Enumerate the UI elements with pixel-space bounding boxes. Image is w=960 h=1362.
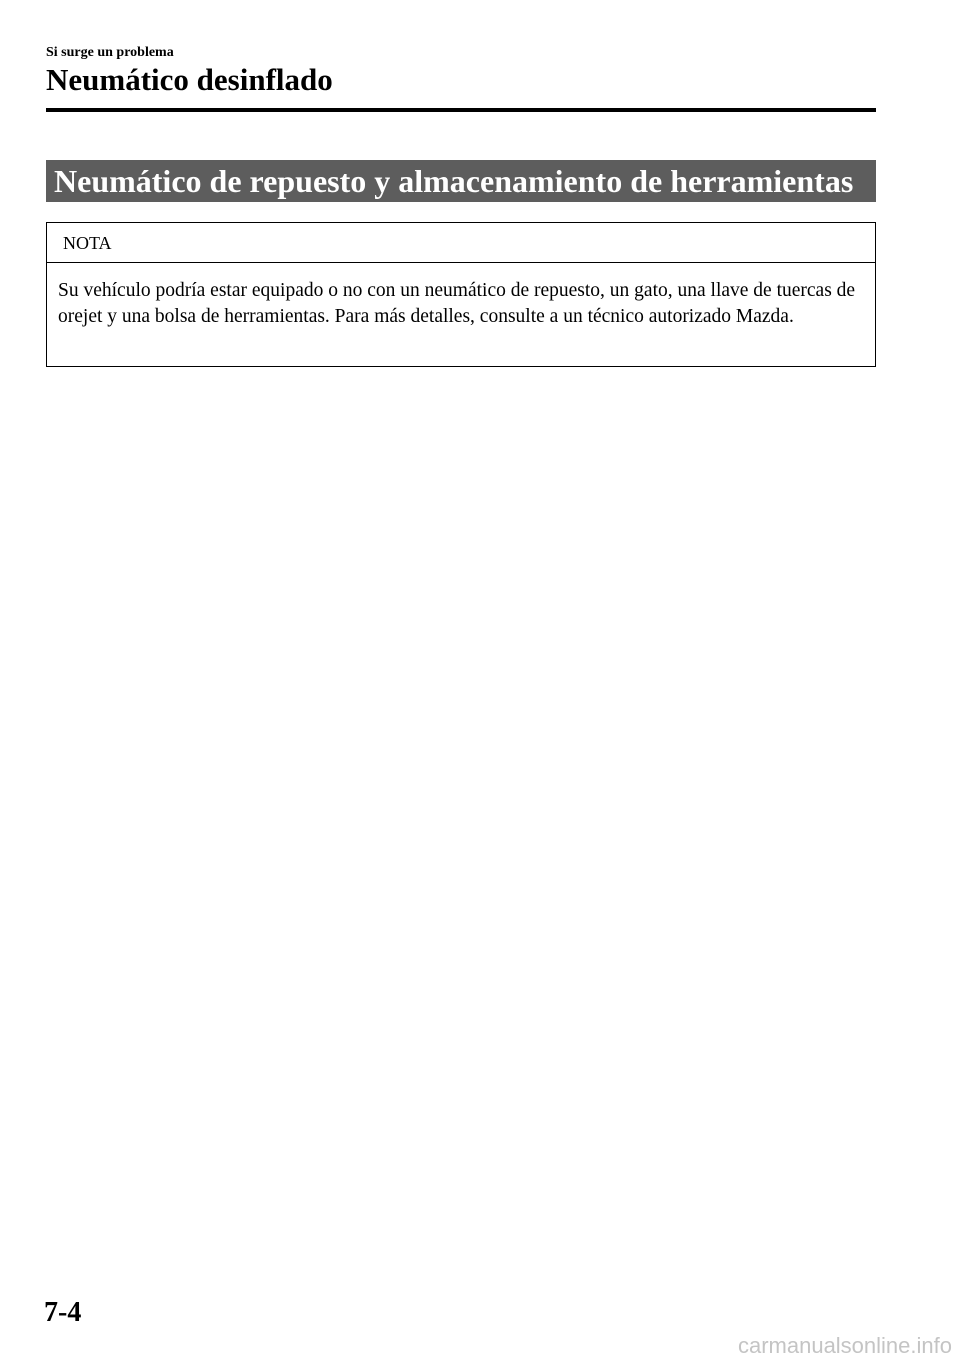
page-number: 7-4 — [44, 1297, 82, 1328]
chapter-label: Si surge un problema — [46, 45, 174, 60]
note-label: NOTA — [47, 223, 875, 263]
note-box — [46, 222, 876, 367]
page-title: Neumático desinflado — [46, 62, 333, 97]
note-text: Su vehículo podría estar equipado o no con un neumático de repuesto, un gato, una llave de tuercas de orejet y una bolsa de herramientas. Para más detalles, consulte a un técnico autorizado Mazda. — [58, 280, 856, 327]
section-heading: Neumático de repuesto y almacenamiento de herramientas — [46, 160, 876, 202]
watermark-text: carmanualsonline.info — [737, 1333, 952, 1358]
title-divider — [46, 108, 876, 112]
